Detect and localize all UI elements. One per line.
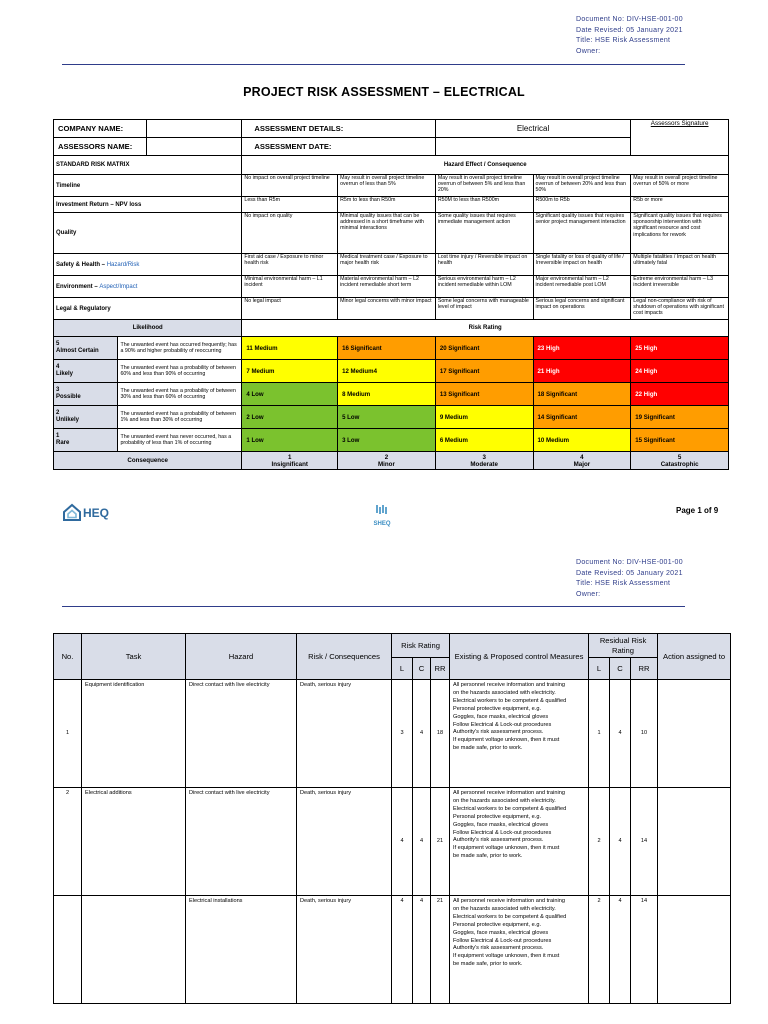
risk-cell: 4 Low [242,383,338,406]
criteria-cell: No legal impact [242,298,338,320]
criteria-cell: Minimal quality issues that can be addressed in a short timeframe with minimal interactions [338,213,436,254]
risk-matrix-table [53,119,729,470]
criteria-cell: Minor legal concerns with minor impact [338,298,436,320]
risk-cell: 25 High [631,337,729,360]
risk-cell: 17 Significant [435,360,533,383]
consequence-header: Hazard Effect / Consequence [242,156,729,175]
col-measures: Existing & Proposed control Measures [450,634,589,680]
row-measures: All personnel receive information and training on the hazards associated with electricity. Electrical workers to be competent & qualified Personal protective equipment, e.g. Goggles, face masks, electrical gloves Follow Electrical & Lock-out procedures Authority's risk assessment process. If equipment voltage unknown, then it must be made safe, prior to work. [450,896,589,1004]
likelihood-description: The unwanted event has occurred frequently; has a 90% and higher probability of reoccurring [118,337,242,360]
likelihood-row-5 [54,337,729,360]
row-hazard: Electrical installations [186,896,297,1004]
assessment-date-label: ASSESSMENT DATE: [242,138,435,156]
document-owner: Owner: [576,590,601,598]
row-rr: 21 [431,896,450,1004]
risk-cell: 21 High [533,360,631,383]
assessment-details-label: ASSESSMENT DETAILS: [242,120,435,138]
row-residual-rr: 14 [631,896,658,1004]
row-hazard: Direct contact with live electricity [186,680,297,788]
row-residual-c: 4 [610,788,631,896]
row-no: 2 [54,788,82,896]
col-residual: Residual Risk Rating [589,634,658,658]
likelihood-description: The unwanted event has a probability of between 30% and less than 60% of occurring [118,383,242,406]
criteria-cell: Legal non-compliance with risk of shutdown of operations with significant cost impacts [631,298,729,320]
assessors-signature[interactable]: Assessors Signature [631,120,729,156]
document-meta-page2 [576,558,683,600]
company-name-row [54,120,242,138]
heq-logo [62,503,109,523]
likelihood-label: 1 Rare [54,429,118,452]
row-residual-c: 4 [610,896,631,1004]
table-row [54,680,731,788]
risk-cell: 15 Significant [631,429,729,452]
col-residual-c: C [610,658,631,680]
page-title: PROJECT RISK ASSESSMENT – ELECTRICAL [243,85,525,99]
row-rr: 18 [431,680,450,788]
criteria-label: Environment – [56,283,100,290]
row-measures: All personnel receive information and training on the hazards associated with electricity. Electrical workers to be competent & qualified Personal protective equipment, e.g. Goggles, face masks, electrical gloves Follow Electrical & Lock-out procedures Authority's risk assessment process. If equipment voltage unknown, then it must be made safe, prior to work. [450,788,589,896]
document-number: Document No: DIV-HSE-001-00 [576,559,683,566]
criteria-cell: R50M to less than R500m [435,197,533,213]
criteria-cell: R500m to R5b [533,197,631,213]
document-number: Document No: DIV-HSE-001-00 [576,16,683,23]
table-row [54,896,731,1004]
assessment-date-field[interactable] [435,138,630,156]
risk-cell: 9 Medium [435,406,533,429]
consequence-level: 2 Minor [338,452,436,470]
criteria-row-environment [54,276,729,298]
row-risk: Death, serious injury [297,788,392,896]
consequence-level: 1 Insignificant [242,452,338,470]
likelihood-header: Likelihood [54,320,242,337]
sheq-drop-icon [375,504,389,516]
criteria-cell: R5m to less than R50m [338,197,436,213]
risk-cell: 18 Significant [533,383,631,406]
row-action[interactable] [658,680,731,788]
row-action[interactable] [658,788,731,896]
criteria-cell: Serious legal concerns and significant impact on operations [533,298,631,320]
risk-cell: 12 Medium4 [338,360,436,383]
criteria-cell: May result in overall project timeline overrun of less than 5% [338,175,436,197]
document-title: Title: HSE Risk Assessment [576,37,671,44]
risk-cell: 13 Significant [435,383,533,406]
criteria-cell: Some quality issues that requires immediate management action [435,213,533,254]
row-residual-c: 4 [610,680,631,788]
criteria-cell: May result in overall project timeline overrun of 50% or more [631,175,729,197]
criteria-label-wrap [54,254,242,276]
consequence-levels-row [54,452,729,470]
likelihood-label: 3 Possible [54,383,118,406]
risk-cell: 2 Low [242,406,338,429]
col-residual-rr: RR [631,658,658,680]
row-l: 4 [392,896,413,1004]
criteria-cell: No impact on overall project timeline [242,175,338,197]
criteria-cell: Material environmental harm – L2 incident remediable short term [338,276,436,298]
risk-cell: 1 Low [242,429,338,452]
row-no [54,896,82,1004]
row-l: 3 [392,680,413,788]
assessors-name-label: ASSESSORS NAME: [58,142,133,151]
criteria-label: Quality [54,213,242,254]
risk-rating-header: Risk Rating [242,320,729,337]
document-title: Title: HSE Risk Assessment [576,580,671,587]
assessors-name-row [54,138,242,156]
criteria-label: Legal & Regulatory [54,298,242,320]
likelihood-label: 5 Almost Certain [54,337,118,360]
criteria-cell: Single fatality or loss of quality of life / Irreversible impact on health [533,254,631,276]
criteria-cell: May result in overall project timeline overrun of between 20% and less than 50% [533,175,631,197]
hazard-risk-link[interactable]: Hazard/Risk [106,261,140,268]
col-risk: Risk / Consequences [297,634,392,680]
criteria-cell: Major environmental harm – L2 incident remediable post LOM [533,276,631,298]
row-rr: 21 [431,788,450,896]
likelihood-row-1 [54,429,729,452]
row-task [82,896,186,1004]
date-revised: Date Revised: 05 January 2021 [576,26,683,34]
criteria-row-timeline [54,175,729,197]
criteria-cell: No impact on quality [242,213,338,254]
criteria-cell: Some legal concerns with manageable level of impact [435,298,533,320]
header-rule [62,64,685,65]
risk-cell: 6 Medium [435,429,533,452]
criteria-cell: Medical treatment case / Exposure to major health risk [338,254,436,276]
risk-cell: 22 High [631,383,729,406]
criteria-cell: Extreme environmental harm – L3 incident irreversible [631,276,729,298]
row-risk: Death, serious injury [297,680,392,788]
risk-cell: 10 Medium [533,429,631,452]
criteria-label: Timeline [54,175,242,197]
criteria-cell: R5b or more [631,197,729,213]
sheq-logo-text: SHEQ [373,521,391,527]
risk-cell: 5 Low [338,406,436,429]
house-shield-icon [62,503,82,523]
row-residual-rr: 10 [631,680,658,788]
criteria-row-safety [54,254,729,276]
criteria-label: Safety & Health – [56,261,107,268]
row-l: 4 [392,788,413,896]
table-row [54,788,731,896]
row-residual-l: 1 [589,680,610,788]
criteria-label: Investment Return – NPV loss [54,197,242,213]
criteria-cell: First aid case / Exposure to minor health risk [242,254,338,276]
row-task: Equipment identification [82,680,186,788]
consequence-level: 5 Catastrophic [631,452,729,470]
likelihood-description: The unwanted event has never occurred, has a probability of less than 1% of occurring [118,429,242,452]
criteria-cell: May result in overall project timeline overrun of between 5% and less than 20% [435,175,533,197]
criteria-label-wrap [54,276,242,298]
risk-cell: 23 High [533,337,631,360]
likelihood-row-3 [54,383,729,406]
row-residual-l: 2 [589,788,610,896]
document-owner: Owner: [576,47,601,55]
criteria-row-investment [54,197,729,213]
criteria-cell: Minimal environmental harm – L1 incident [242,276,338,298]
criteria-cell: Significant quality issues that requires sponsorship intervention with significant resource and cost implications for rework [631,213,729,254]
page-number: Page 1 of 9 [676,506,719,515]
row-measures: All personnel receive information and training on the hazards associated with electricity. Electrical workers to be competent & qualified Personal protective equipment, e.g. Goggles, face masks, electrical gloves Follow Electrical & Lock-out procedures Authority's risk assessment process. If equipment voltage unknown, then it must be made safe, prior to work. [450,680,589,788]
row-residual-l: 2 [589,896,610,1004]
col-no: No. [54,634,82,680]
likelihood-description: The unwanted event has a probability of between 1% and less than 30% of occurring [118,406,242,429]
criteria-cell: Multiple fatalities / Impact on health ultimately fatal [631,254,729,276]
risk-cell: 24 High [631,360,729,383]
col-action: Action assigned to [658,634,731,680]
row-no: 1 [54,680,82,788]
criteria-cell: Significant quality issues that requires senior project management interaction [533,213,631,254]
likelihood-label: 2 Unlikely [54,406,118,429]
consequence-label: Consequence [54,452,242,470]
risk-cell: 11 Medium [242,337,338,360]
assessment-details-value[interactable]: Electrical [435,120,630,138]
risk-cell: 20 Significant [435,337,533,360]
criteria-cell: Lost time injury / Reversible impact on health [435,254,533,276]
risk-cell: 3 Low [338,429,436,452]
row-residual-rr: 14 [631,788,658,896]
company-name-label: COMPANY NAME: [58,124,124,133]
header-rule-page2 [62,606,685,607]
col-c: C [413,658,431,680]
standard-risk-matrix-label: STANDARD RISK MATRIX [54,156,242,175]
col-residual-l: L [589,658,610,680]
task-risk-table [53,633,731,1004]
col-risk-rating: Risk Rating [392,634,450,658]
risk-cell: 8 Medium [338,383,436,406]
col-hazard: Hazard [186,634,297,680]
row-c: 4 [413,788,431,896]
risk-cell: 7 Medium [242,360,338,383]
risk-cell: 14 Significant [533,406,631,429]
consequence-level: 3 Moderate [435,452,533,470]
aspect-impact-link[interactable]: Aspect/Impact [99,283,138,290]
date-revised: Date Revised: 05 January 2021 [576,569,683,577]
col-l: L [392,658,413,680]
risk-cell: 16 Significant [338,337,436,360]
consequence-level: 4 Major [533,452,631,470]
assessors-name-field[interactable] [146,138,241,155]
sheq-logo [370,503,394,527]
row-hazard: Direct contact with live electricity [186,788,297,896]
risk-cell: 19 Significant [631,406,729,429]
row-task: Electrical additions [82,788,186,896]
criteria-row-legal [54,298,729,320]
document-meta [576,15,683,57]
row-c: 4 [413,680,431,788]
criteria-cell: Serious environmental harm – L2 incident remediable within LOM [435,276,533,298]
col-rr: RR [431,658,450,680]
likelihood-row-2 [54,406,729,429]
criteria-row-quality [54,213,729,254]
col-task: Task [82,634,186,680]
row-c: 4 [413,896,431,1004]
criteria-cell: Less than R5m [242,197,338,213]
company-name-field[interactable] [146,120,241,137]
row-risk: Death, serious injury [297,896,392,1004]
likelihood-label: 4 Likely [54,360,118,383]
row-action[interactable] [658,896,731,1004]
likelihood-row-4 [54,360,729,383]
likelihood-description: The unwanted event has a probability of between 60% and less than 90% of occurring [118,360,242,383]
heq-logo-text: HEQ [83,506,110,520]
